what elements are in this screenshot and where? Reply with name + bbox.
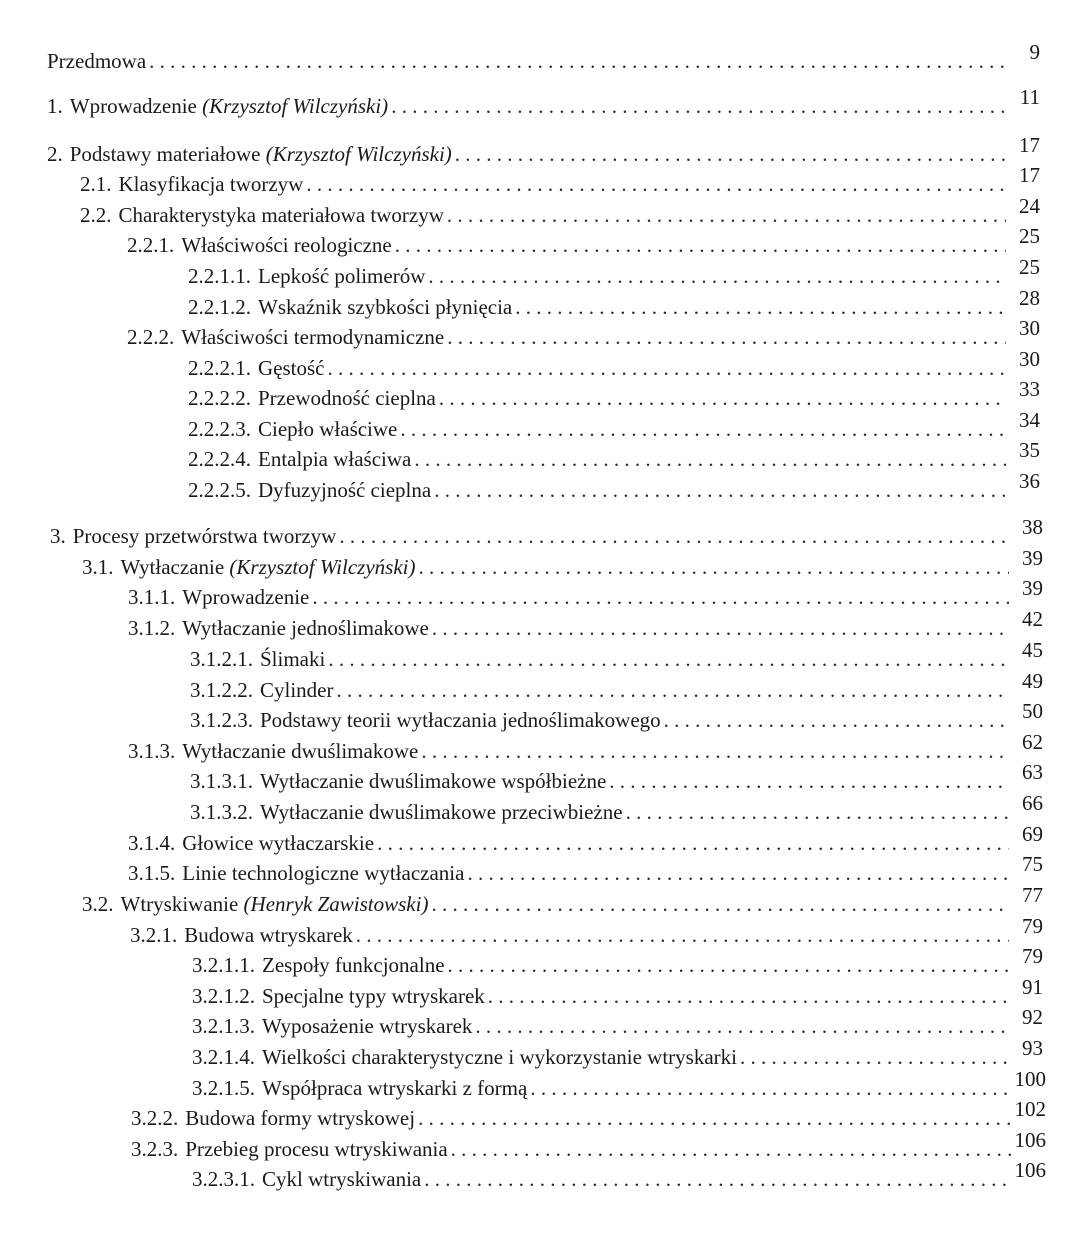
toc-title: Przebieg procesu wtryskiwania <box>185 1137 448 1161</box>
toc-title: Właściwości termodynamiczne <box>181 325 445 349</box>
toc-leader <box>419 554 1010 580</box>
toc-page-number: 30 <box>1019 347 1040 371</box>
toc-title: Klasyfikacja tworzyw <box>118 172 304 196</box>
toc-page-number: 24 <box>1019 194 1040 218</box>
toc-entry-section-3-1-2-3 <box>190 699 1043 733</box>
toc-leader <box>515 294 1006 320</box>
toc-page-number: 34 <box>1019 408 1040 432</box>
toc-entry-section-3-2-1 <box>130 914 1043 948</box>
toc-entry-section-2-1 <box>80 163 1040 197</box>
toc-number: 2.2.2.4. <box>188 447 251 471</box>
toc-title: Lepkość polimerów <box>258 264 426 288</box>
toc-leader <box>356 922 1009 948</box>
toc-page-number: 91 <box>1022 975 1043 999</box>
toc-page-number: 49 <box>1022 669 1043 693</box>
toc-leader <box>467 860 1009 886</box>
toc-leader <box>455 141 1006 167</box>
toc-page-number: 79 <box>1022 914 1043 938</box>
toc-title: Zespoły funkcjonalne <box>262 953 445 977</box>
toc-entry-section-2-2-2-4 <box>188 438 1040 472</box>
toc-page-number: 106 <box>1014 1158 1046 1182</box>
toc-number: 3.2.3. <box>131 1137 179 1161</box>
toc-page-number: 66 <box>1022 791 1043 815</box>
toc-entry-section-3-1 <box>82 546 1043 580</box>
toc-leader <box>740 1044 1009 1070</box>
toc-title: Przedmowa <box>47 49 147 73</box>
toc-entry-section-3-1-3-2 <box>190 791 1043 825</box>
toc-leader <box>395 232 1006 258</box>
toc-title: Budowa wtryskarek <box>184 923 353 947</box>
toc-page-number: 69 <box>1022 822 1043 846</box>
toc-page-number: 17 <box>1019 133 1040 157</box>
toc-leader <box>609 768 1009 794</box>
toc-page-number: 50 <box>1022 699 1043 723</box>
toc-leader <box>337 677 1010 703</box>
toc-number: 3.1.3. <box>128 739 176 763</box>
toc-author: (Henryk Zawistowski) <box>243 892 429 916</box>
toc-page-number: 39 <box>1022 546 1043 570</box>
toc-leader <box>306 171 1006 197</box>
toc-number: 2.2.1.2. <box>188 295 251 319</box>
toc-entry-section-3-2-1-5 <box>192 1067 1046 1101</box>
toc-entry-chapter-3 <box>50 515 1043 549</box>
toc-number: 2.2. <box>80 203 112 227</box>
toc-leader <box>447 324 1006 350</box>
toc-leader <box>149 48 1006 74</box>
toc-entry-section-2-2-2-5 <box>188 469 1040 503</box>
toc-number: 2. <box>47 142 63 166</box>
toc-page-number: 17 <box>1019 163 1040 187</box>
toc-page-number: 63 <box>1022 760 1043 784</box>
toc-leader <box>391 93 1006 119</box>
toc-entry-chapter-2 <box>47 133 1040 167</box>
toc-title: Wprowadzenie <box>182 585 310 609</box>
toc-title: Wytłaczanie dwuślimakowe współbieżne <box>260 769 607 793</box>
toc-leader <box>377 830 1009 856</box>
toc-number: 3.2.1.2. <box>192 984 255 1008</box>
toc-entry-section-3-2 <box>82 883 1043 917</box>
toc-number: 2.2.2.3. <box>188 417 251 441</box>
toc-page-number: 30 <box>1019 316 1040 340</box>
toc-title: Podstawy teorii wytłaczania jednoślimakowego <box>260 708 661 732</box>
toc-leader <box>451 1136 1011 1162</box>
toc-page-number: 28 <box>1019 286 1040 310</box>
toc-entry-section-2-2-1-2 <box>188 286 1040 320</box>
toc-number: 3.1.1. <box>128 585 176 609</box>
toc-author: (Krzysztof Wilczyński) <box>202 94 389 118</box>
toc-number: 2.2.2.5. <box>188 478 251 502</box>
toc-number: 2.2.1.1. <box>188 264 251 288</box>
toc-number: 3.1.2.3. <box>190 708 253 732</box>
toc-page-number: 79 <box>1022 944 1043 968</box>
toc-entry-section-3-2-3 <box>131 1128 1046 1162</box>
toc-number: 3.1.4. <box>128 831 176 855</box>
toc-title: Linie technologiczne wytłaczania <box>182 861 465 885</box>
toc-entry-section-2-2-2-1 <box>188 347 1040 381</box>
toc-leader <box>664 707 1009 733</box>
toc-leader <box>328 646 1009 672</box>
toc-leader <box>439 385 1006 411</box>
toc-page-number: 25 <box>1019 224 1040 248</box>
toc-title: Specjalne typy wtryskarek <box>262 984 485 1008</box>
toc-title: Ślimaki <box>260 647 326 671</box>
toc-title: Budowa formy wtryskowej <box>185 1106 416 1130</box>
toc-title: Przewodność cieplna <box>258 386 436 410</box>
toc-leader <box>448 952 1009 978</box>
toc-page-number: 35 <box>1019 438 1040 462</box>
toc-number: 3.1.2.1. <box>190 647 253 671</box>
toc-number: 2.2.2.1. <box>188 356 251 380</box>
toc-entry-section-3-1-2-2 <box>190 669 1043 703</box>
toc-leader <box>475 1013 1009 1039</box>
toc-entry-section-3-1-2 <box>128 607 1043 641</box>
toc-entry-section-3-1-2-1 <box>190 638 1043 672</box>
toc-page-number: 62 <box>1022 730 1043 754</box>
toc-number: 3.2.1. <box>130 923 178 947</box>
toc-number: 3.1.3.1. <box>190 769 253 793</box>
toc-title: Wskaźnik szybkości płynięcia <box>258 295 513 319</box>
toc-title: Ciepło właściwe <box>258 417 398 441</box>
toc-leader <box>488 983 1009 1009</box>
toc-title: Podstawy materiałowe (Krzysztof Wilczyński) <box>69 142 452 166</box>
toc-number: 3.1. <box>82 555 114 579</box>
toc-number: 3.2.1.4. <box>192 1045 255 1069</box>
toc-leader <box>530 1075 1010 1101</box>
toc-number: 2.2.1. <box>127 233 175 257</box>
toc-entry-section-2-2-1 <box>127 224 1040 258</box>
toc-page-number: 100 <box>1014 1067 1046 1091</box>
toc-entry-section-3-2-1-3 <box>192 1005 1043 1039</box>
toc-number: 2.1. <box>80 172 112 196</box>
toc-leader <box>447 202 1006 228</box>
toc-author: (Krzysztof Wilczyński) <box>229 555 416 579</box>
toc-title: Charakterystyka materiałowa tworzyw <box>118 203 444 227</box>
toc-title: Wytłaczanie jednoślimakowe <box>182 616 429 640</box>
toc-page-number: 93 <box>1022 1036 1043 1060</box>
toc-page-number: 11 <box>1019 85 1040 109</box>
toc-entry-section-2-2-1-1 <box>188 255 1040 289</box>
toc-number: 3.2.2. <box>131 1106 179 1130</box>
toc-entry-section-3-1-3 <box>128 730 1043 764</box>
toc-number: 3.1.3.2. <box>190 800 253 824</box>
toc-leader <box>421 738 1009 764</box>
toc-leader <box>431 891 1009 917</box>
toc-number: 2.2.2.2. <box>188 386 251 410</box>
toc-number: 3.1.2. <box>128 616 176 640</box>
toc-page-number: 38 <box>1022 515 1043 539</box>
toc-title: Wielkości charakterystyczne i wykorzystanie wtryskarki <box>262 1045 737 1069</box>
toc-title: Cylinder <box>260 678 334 702</box>
toc-title: Cykl wtryskiwania <box>262 1167 422 1191</box>
toc-leader <box>312 584 1009 610</box>
toc-number: 3.1.2.2. <box>190 678 253 702</box>
toc-title: Współpraca wtryskarki z formą <box>262 1076 528 1100</box>
toc-page-number: 42 <box>1022 607 1043 631</box>
toc-leader <box>400 416 1006 442</box>
toc-page-number: 36 <box>1019 469 1040 493</box>
toc-entry-chapter-1 <box>47 85 1040 119</box>
toc-author: (Krzysztof Wilczyński) <box>265 142 452 166</box>
toc-title: Wprowadzenie (Krzysztof Wilczyński) <box>69 94 389 118</box>
toc-entry-section-3-1-1 <box>128 576 1043 610</box>
toc-leader <box>328 355 1007 381</box>
toc-entry-section-3-2-1-2 <box>192 975 1043 1009</box>
toc-page-number: 92 <box>1022 1005 1043 1029</box>
toc-entry-section-3-2-1-4 <box>192 1036 1043 1070</box>
toc-title: Gęstość <box>258 356 325 380</box>
toc-title: Dyfuzyjność cieplna <box>258 478 432 502</box>
toc-number: 3.1.5. <box>128 861 176 885</box>
toc-page-number: 9 <box>1029 40 1040 64</box>
toc-leader <box>424 1166 1010 1192</box>
toc-title: Głowice wytłaczarskie <box>182 831 375 855</box>
toc-number: 3.2. <box>82 892 114 916</box>
toc-leader <box>626 799 1009 825</box>
toc-title: Wytłaczanie dwuślimakowe przeciwbieżne <box>260 800 623 824</box>
toc-entry-section-2-2-2 <box>127 316 1040 350</box>
toc-title: Właściwości reologiczne <box>181 233 392 257</box>
toc-leader <box>418 1105 1010 1131</box>
toc-entry-section-3-1-5 <box>128 852 1043 886</box>
toc-page-number: 102 <box>1014 1097 1046 1121</box>
toc-title: Wytłaczanie (Krzysztof Wilczyński) <box>120 555 416 579</box>
toc-number: 2.2.2. <box>127 325 175 349</box>
toc-title: Wytłaczanie dwuślimakowe <box>182 739 419 763</box>
toc-entry-section-3-1-4 <box>128 822 1043 856</box>
toc-entry-section-3-2-1-1 <box>192 944 1043 978</box>
toc-entry-section-3-1-3-1 <box>190 760 1043 794</box>
toc-leader <box>434 477 1006 503</box>
toc-page-number: 45 <box>1022 638 1043 662</box>
toc-entry-przedmowa <box>47 40 1040 74</box>
toc-number: 3. <box>50 524 66 548</box>
toc-title: Wtryskiwanie (Henryk Zawistowski) <box>120 892 429 916</box>
toc-number: 3.2.1.3. <box>192 1014 255 1038</box>
toc-entry-section-2-2 <box>80 194 1040 228</box>
toc-entry-section-3-2-2 <box>131 1097 1046 1131</box>
toc-entry-section-3-2-3-1 <box>192 1158 1046 1192</box>
toc-title: Wyposażenie wtryskarek <box>262 1014 473 1038</box>
toc-leader <box>432 615 1009 641</box>
toc-page-number: 75 <box>1022 852 1043 876</box>
toc-page-number: 77 <box>1022 883 1043 907</box>
toc-number: 3.2.1.5. <box>192 1076 255 1100</box>
toc-number: 1. <box>47 94 63 118</box>
toc-page-number: 106 <box>1014 1128 1046 1152</box>
toc-leader <box>428 263 1006 289</box>
toc-title: Procesy przetwórstwa tworzyw <box>72 524 337 548</box>
toc-page-number: 25 <box>1019 255 1040 279</box>
toc-entry-section-2-2-2-3 <box>188 408 1040 442</box>
toc-title: Entalpia właściwa <box>258 447 412 471</box>
toc-leader <box>339 523 1009 549</box>
toc-leader <box>414 446 1006 472</box>
toc-number: 3.2.3.1. <box>192 1167 255 1191</box>
toc-page-number: 39 <box>1022 576 1043 600</box>
toc-entry-section-2-2-2-2 <box>188 377 1040 411</box>
toc-page-number: 33 <box>1019 377 1040 401</box>
toc-number: 3.2.1.1. <box>192 953 255 977</box>
